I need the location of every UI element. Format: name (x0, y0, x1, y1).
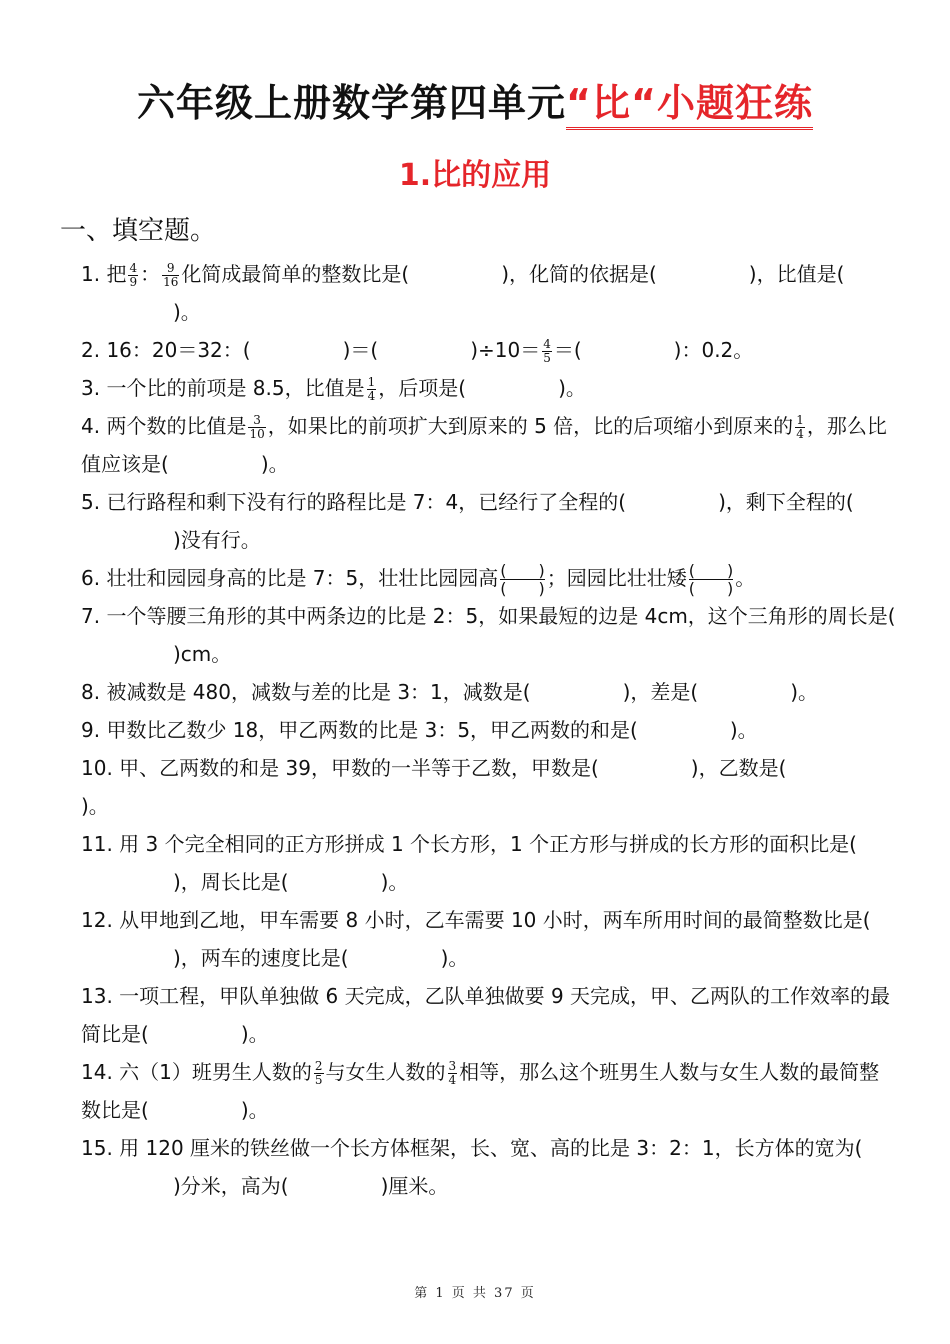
fraction: $\frac{4}{5}$ (543, 337, 551, 365)
title-accent: “比“小题狂练 (566, 81, 813, 130)
question-4: 4. 两个数的比值是 $\frac{3}{10}$ ，如果比的前项扩大到原来的 5 倍，比的后项缩小到原来的 $\frac{1}{4}$ ，那么比值应该是( )。 (81, 413, 887, 476)
question-13: 13. 一项工程，甲队单独做 6 天完成，乙队单独做要 9 天完成，甲、乙两队的工作效率的最简比是( )。 (81, 984, 891, 1046)
question-2: 2. 16：20＝32：( )＝( )÷10＝ $\frac{4}{5}$ ＝( )：0.2。 (81, 337, 754, 365)
section-heading: 一、填空题。 (60, 216, 217, 246)
page-footer: 第 1 页 共 37 页 (414, 1286, 536, 1301)
fraction: $\frac{9}{16}$ (163, 261, 179, 289)
fraction: $\frac{2}{5}$ (314, 1059, 323, 1087)
page-title (0, 72, 950, 127)
fraction: $\frac{3}{10}$ (249, 413, 265, 441)
blank-fraction[interactable]: $\frac{( )}{( )}$ (688, 561, 734, 598)
question-6: 6. 壮壮和园园身高的比是 7：5，壮壮比园园高 $\frac{( )}{( )}$ ；园园比壮壮矮 $\frac{( )}{( )}$ 。 (81, 561, 756, 598)
question-5: 5. 已行路程和剩下没有行的路程比是 7：4，已经行了全程的( )，剩下全程的()没有行。 (81, 490, 854, 552)
question-14: 14. 六（1）班男生人数的 $\frac{2}{5}$ 与女生人数的 $\frac{3}{4}$ 相等，那么这个班男生人数与女生人数的最简整数比是( )。 (81, 1059, 880, 1122)
title-main: 六年级上册数学第四单元 (137, 81, 567, 125)
fraction: $\frac{3}{4}$ (448, 1059, 457, 1087)
blank-fraction[interactable]: $\frac{( )}{( )}$ (500, 561, 545, 598)
question-3: 3. 一个比的前项是 8.5，比值是 $\frac{1}{4}$ ，后项是( )。 (81, 375, 586, 403)
page-subtitle: 1.比的应用 (398, 158, 552, 193)
question-11: 11. 用 3 个完全相同的正方形拼成 1 个长方形，1 个正方形与拼成的长方形的面积比是()，周长比是( )。 (81, 832, 857, 894)
question-list (81, 255, 896, 1205)
question-10: 10. 甲、乙两数的和是 39，甲数的一半等于乙数，甲数是( )，乙数是()。 (81, 756, 787, 818)
question-9: 9. 甲数比乙数少 18，甲乙两数的比是 3：5，甲乙两数的和是( )。 (81, 718, 758, 742)
question-15: 15. 用 120 厘米的铁丝做一个长方体框架，长、宽、高的比是 3：2：1，长方体的宽为()分米，高为( )厘米。 (81, 1136, 863, 1198)
question-12: 12. 从甲地到乙地，甲车需要 8 小时，乙车需要 10 小时，两车所用时间的最简整数比是()，两车的速度比是( )。 (81, 908, 871, 970)
fraction: $\frac{1}{4}$ (367, 375, 376, 403)
question-1: 1. 把 $\frac{4}{9}$ ： $\frac{9}{16}$ 化简成最简单的整数比是( )，化简的依据是( )，比值是()。 (81, 261, 845, 324)
fraction: $\frac{4}{9}$ (129, 261, 138, 289)
question-7: 7. 一个等腰三角形的其中两条边的比是 2：5，如果最短的边是 4cm，这个三角形的周长是()cm。 (81, 604, 896, 666)
question-8: 8. 被减数是 480，减数与差的比是 3：1，减数是( )，差是( )。 (81, 680, 819, 704)
fraction: $\frac{1}{4}$ (796, 413, 804, 441)
